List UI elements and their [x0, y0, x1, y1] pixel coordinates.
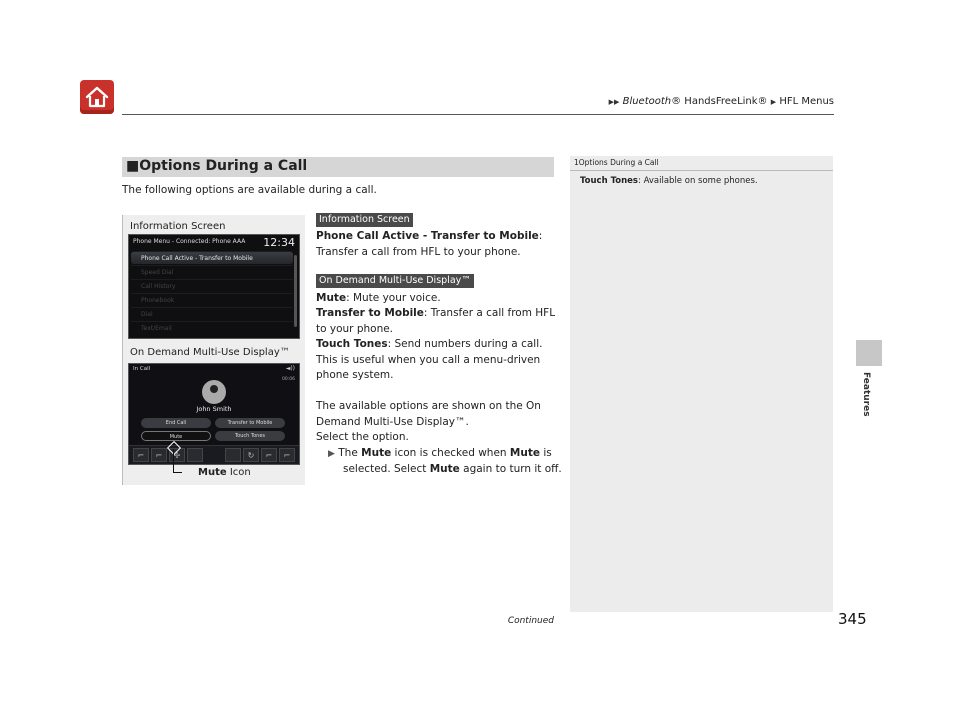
sub1-mute: Mute — [361, 447, 392, 459]
continued-label: Continued — [507, 616, 554, 626]
contact-avatar-icon — [202, 380, 226, 404]
menu-item-dial: Dial — [131, 307, 293, 320]
tag-odmd: On Demand Multi-Use Display™ — [316, 274, 474, 288]
chapter-tab[interactable] — [856, 340, 882, 366]
volume-icon: ◄)) — [285, 365, 295, 372]
transfer-desc: : Transfer a call from HFL — [423, 307, 556, 319]
sub1-mute-2: Mute — [509, 447, 540, 459]
caption-icon: Icon — [226, 467, 251, 478]
seat-icon: ⌐ — [151, 448, 167, 462]
side-note-rule — [570, 170, 833, 171]
breadcrumb — [609, 96, 834, 107]
sub2-pre: selected. Select — [343, 463, 430, 475]
sub1-mid: icon is checked when — [391, 447, 510, 459]
tones-desc: : Send numbers during a call. — [387, 338, 543, 350]
label-information-screen: Information Screen — [130, 221, 226, 232]
contact-name: John Smith — [196, 405, 232, 413]
callout-line — [173, 449, 182, 473]
blank-key — [187, 448, 203, 462]
transfer-to-mobile-button: Transfer to Mobile — [215, 418, 285, 428]
mute-button: Mute — [141, 431, 211, 441]
note-desc: : Available on some phones. — [638, 176, 758, 186]
header-rule — [122, 114, 834, 115]
para-line-2: Demand Multi-Use Display™. — [316, 416, 469, 428]
sub-note-line-2 — [343, 462, 562, 478]
transfer-term: Transfer to Mobile — [316, 307, 424, 319]
end-call-button: End Call — [141, 418, 211, 428]
info-screen-title: Phone Menu - Connected: Phone AAA — [133, 238, 246, 245]
chapter-label: Features — [861, 372, 871, 417]
para-line-1: The available options are shown on the On — [316, 400, 541, 412]
touch-tones-button: Touch Tones — [215, 431, 285, 441]
info-screen-clock: 12:34 — [263, 236, 295, 249]
odmd-bottom-bar — [129, 445, 299, 464]
seat-icon: ⌐ — [279, 448, 295, 462]
item-phone-call-active — [316, 229, 542, 245]
tones-term: Touch Tones — [316, 338, 388, 350]
label-odmd: On Demand Multi-Use Display™ — [130, 347, 290, 358]
sub1-pre: The — [338, 447, 362, 459]
page-number: 345 — [838, 610, 867, 628]
breadcrumb-hfl-menus[interactable]: HFL Menus — [779, 96, 834, 107]
recirculation-icon: ↻ — [243, 448, 259, 462]
menu-item-speed-dial: Speed Dial — [131, 265, 293, 278]
seat-icon: ⌐ — [261, 448, 277, 462]
intro-text: The following options are available during a call. — [122, 184, 377, 196]
item-touch-tones — [316, 337, 542, 353]
item1-term: Phone Call Active - Transfer to Mobile — [316, 230, 539, 242]
menu-item-transfer: Phone Call Active - Transfer to Mobile — [131, 251, 293, 264]
mute-icon-caption — [198, 467, 251, 478]
tones-desc-3: phone system. — [316, 369, 394, 381]
tones-desc-2: This is useful when you call a menu-driven — [316, 354, 541, 366]
side-note-text — [580, 176, 758, 186]
sub2-mute: Mute — [429, 463, 460, 475]
menu-item-phonebook: Phonebook — [131, 293, 293, 306]
section-marker-icon: ■ — [126, 158, 140, 174]
sub2-post: again to turn it off. — [459, 463, 562, 475]
caption-mute: Mute — [198, 467, 227, 478]
breadcrumb-arrow-icon: ▶▶ — [608, 98, 620, 106]
side-note-panel — [570, 156, 833, 612]
breadcrumb-bluetooth[interactable]: Bluetooth — [622, 96, 672, 107]
section-title-text: Options During a Call — [139, 158, 308, 174]
tag-information-screen: Information Screen — [316, 213, 413, 227]
seat-icon: ⌐ — [133, 448, 149, 462]
odmd-title: In Call — [133, 366, 151, 372]
transfer-desc-2: to your phone. — [316, 323, 394, 335]
information-screen-image — [128, 234, 300, 339]
section-title — [126, 158, 307, 174]
scrollbar — [294, 255, 297, 327]
sub1-post: is — [540, 447, 552, 459]
item-transfer — [316, 306, 555, 322]
menu-item-call-history: Call History — [131, 279, 293, 292]
item1-colon: : — [538, 230, 543, 242]
mute-desc: : Mute your voice. — [346, 292, 441, 304]
breadcrumb-arrow-icon: ▶ — [770, 98, 777, 106]
menu-item-text-email: Text/Email — [131, 321, 293, 334]
para-line-3: Select the option. — [316, 431, 409, 443]
odmd-screen-image — [128, 363, 300, 465]
blank-key — [225, 448, 241, 462]
sub-arrow-icon: ▶ — [328, 449, 335, 459]
breadcrumb-hfl[interactable]: ® HandsFreeLink® — [671, 96, 768, 107]
call-timer: 00:06 — [282, 377, 295, 382]
mute-term: Mute — [316, 292, 347, 304]
home-icon[interactable] — [80, 80, 114, 114]
fan-icon: ✢ — [169, 448, 185, 462]
note-term: Touch Tones — [580, 176, 638, 186]
sub-note-line-1 — [328, 446, 552, 463]
side-note-heading: 1Options During a Call — [574, 158, 659, 167]
item-mute — [316, 291, 441, 307]
item1-description: Transfer a call from HFL to your phone. — [316, 246, 521, 258]
